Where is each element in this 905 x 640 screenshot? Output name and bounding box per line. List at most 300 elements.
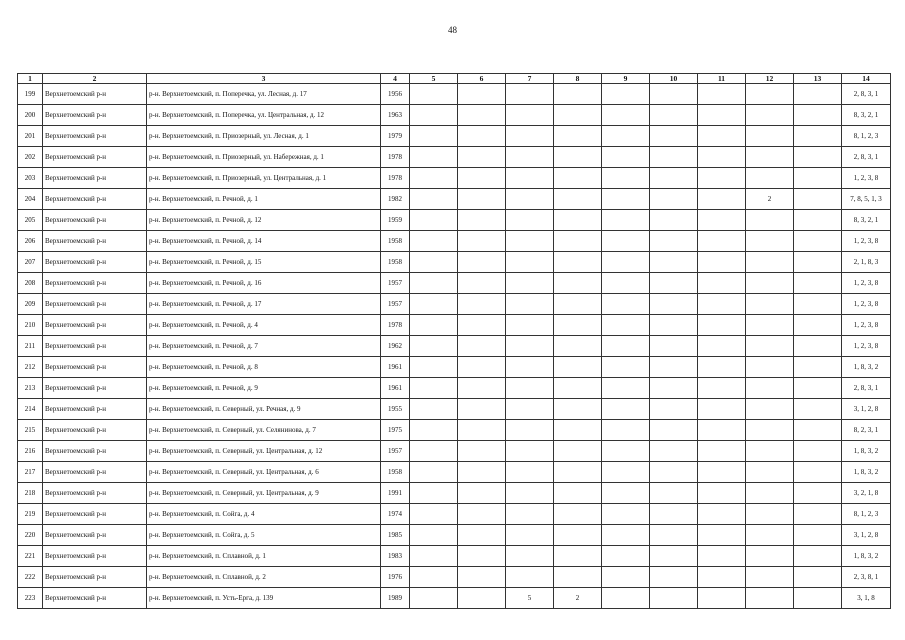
- cell-col-10: [650, 84, 698, 105]
- cell-district: Верхнетоемский р-н: [43, 420, 147, 441]
- cell-row-number: 213: [18, 378, 43, 399]
- cell-year: 1982: [381, 189, 410, 210]
- cell-district: Верхнетоемский р-н: [43, 168, 147, 189]
- cell-col-14: 8, 3, 2, 1: [842, 105, 891, 126]
- cell-year: 1975: [381, 420, 410, 441]
- cell-col-11: [698, 420, 746, 441]
- cell-address: р-н. Верхнетоемский, п. Речной, д. 4: [147, 315, 381, 336]
- cell-row-number: 210: [18, 315, 43, 336]
- cell-col-14: 3, 1, 2, 8: [842, 399, 891, 420]
- cell-col-9: [602, 357, 650, 378]
- cell-row-number: 203: [18, 168, 43, 189]
- cell-row-number: 212: [18, 357, 43, 378]
- cell-col-9: [602, 147, 650, 168]
- cell-year: 1957: [381, 294, 410, 315]
- cell-col-5: [410, 483, 458, 504]
- cell-col-5: [410, 588, 458, 609]
- cell-col-11: [698, 483, 746, 504]
- cell-col-8: [554, 168, 602, 189]
- cell-col-6: [458, 336, 506, 357]
- cell-col-12: [746, 441, 794, 462]
- cell-col-6: [458, 126, 506, 147]
- cell-col-12: [746, 210, 794, 231]
- cell-col-11: [698, 147, 746, 168]
- cell-col-5: [410, 357, 458, 378]
- cell-col-11: [698, 252, 746, 273]
- cell-col-7: 5: [506, 588, 554, 609]
- cell-col-7: [506, 462, 554, 483]
- cell-col-8: [554, 273, 602, 294]
- cell-col-10: [650, 252, 698, 273]
- cell-col-9: [602, 462, 650, 483]
- cell-row-number: 208: [18, 273, 43, 294]
- cell-col-9: [602, 336, 650, 357]
- cell-col-7: [506, 315, 554, 336]
- cell-col-5: [410, 252, 458, 273]
- cell-col-6: [458, 378, 506, 399]
- cell-col-14: 1, 8, 3, 2: [842, 357, 891, 378]
- cell-col-5: [410, 399, 458, 420]
- cell-col-12: [746, 525, 794, 546]
- table-row: [18, 189, 891, 210]
- cell-col-12: [746, 231, 794, 252]
- table-row: [18, 126, 891, 147]
- cell-row-number: 205: [18, 210, 43, 231]
- cell-district: Верхнетоемский р-н: [43, 294, 147, 315]
- building-registry-table: [17, 73, 891, 609]
- table-row: [18, 294, 891, 315]
- cell-col-12: [746, 504, 794, 525]
- cell-col-10: [650, 105, 698, 126]
- cell-address: р-н. Верхнетоемский, п. Северный, ул. Селянинова, д. 7: [147, 420, 381, 441]
- cell-col-7: [506, 273, 554, 294]
- cell-address: р-н. Верхнетоемский, п. Усть-Ерга, д. 139: [147, 588, 381, 609]
- cell-col-6: [458, 252, 506, 273]
- cell-col-13: [794, 399, 842, 420]
- cell-col-7: [506, 168, 554, 189]
- cell-col-8: [554, 546, 602, 567]
- cell-col-10: [650, 567, 698, 588]
- cell-col-6: [458, 420, 506, 441]
- cell-col-8: [554, 420, 602, 441]
- column-header-1: 1: [18, 74, 43, 84]
- page-number: 48: [448, 25, 457, 35]
- cell-col-6: [458, 357, 506, 378]
- cell-district: Верхнетоемский р-н: [43, 315, 147, 336]
- cell-col-13: [794, 420, 842, 441]
- cell-district: Верхнетоемский р-н: [43, 273, 147, 294]
- cell-col-11: [698, 462, 746, 483]
- column-header-14: 14: [842, 74, 891, 84]
- cell-col-13: [794, 294, 842, 315]
- table-row: [18, 504, 891, 525]
- cell-col-8: [554, 84, 602, 105]
- column-header-13: 13: [794, 74, 842, 84]
- cell-district: Верхнетоемский р-н: [43, 84, 147, 105]
- cell-col-14: 3, 1, 8: [842, 588, 891, 609]
- cell-col-13: [794, 441, 842, 462]
- cell-col-7: [506, 147, 554, 168]
- cell-col-12: [746, 315, 794, 336]
- cell-col-12: [746, 336, 794, 357]
- cell-year: 1959: [381, 210, 410, 231]
- cell-col-10: [650, 399, 698, 420]
- cell-col-13: [794, 273, 842, 294]
- column-header-3: 3: [147, 74, 381, 84]
- cell-col-8: [554, 462, 602, 483]
- cell-district: Верхнетоемский р-н: [43, 336, 147, 357]
- cell-address: р-н. Верхнетоемский, п. Поперечка, ул. Лесная, д. 17: [147, 84, 381, 105]
- cell-col-9: [602, 315, 650, 336]
- table-row: [18, 105, 891, 126]
- cell-col-14: 8, 1, 2, 3: [842, 126, 891, 147]
- cell-district: Верхнетоемский р-н: [43, 105, 147, 126]
- cell-col-11: [698, 105, 746, 126]
- cell-col-5: [410, 567, 458, 588]
- cell-col-6: [458, 315, 506, 336]
- cell-col-14: 3, 2, 1, 8: [842, 483, 891, 504]
- cell-col-9: [602, 105, 650, 126]
- cell-col-14: 1, 8, 3, 2: [842, 546, 891, 567]
- cell-col-9: [602, 588, 650, 609]
- cell-district: Верхнетоемский р-н: [43, 588, 147, 609]
- cell-district: Верхнетоемский р-н: [43, 231, 147, 252]
- cell-col-9: [602, 504, 650, 525]
- cell-district: Верхнетоемский р-н: [43, 210, 147, 231]
- cell-col-8: [554, 567, 602, 588]
- cell-address: р-н. Верхнетоемский, п. Поперечка, ул. Центральная, д. 12: [147, 105, 381, 126]
- cell-row-number: 221: [18, 546, 43, 567]
- cell-col-11: [698, 294, 746, 315]
- cell-year: 1983: [381, 546, 410, 567]
- cell-address: р-н. Верхнетоемский, п. Северный, ул. Центральная, д. 12: [147, 441, 381, 462]
- cell-year: 1956: [381, 84, 410, 105]
- table-row: [18, 441, 891, 462]
- cell-col-9: [602, 294, 650, 315]
- column-header-5: 5: [410, 74, 458, 84]
- cell-col-8: [554, 504, 602, 525]
- cell-col-7: [506, 126, 554, 147]
- cell-col-13: [794, 84, 842, 105]
- cell-address: р-н. Верхнетоемский, п. Речной, д. 8: [147, 357, 381, 378]
- cell-col-9: [602, 231, 650, 252]
- cell-col-5: [410, 105, 458, 126]
- cell-col-8: [554, 126, 602, 147]
- cell-col-14: 1, 2, 3, 8: [842, 168, 891, 189]
- cell-col-12: [746, 420, 794, 441]
- table-row: [18, 378, 891, 399]
- cell-col-14: 1, 2, 3, 8: [842, 231, 891, 252]
- cell-col-8: [554, 189, 602, 210]
- cell-col-12: [746, 84, 794, 105]
- cell-district: Верхнетоемский р-н: [43, 252, 147, 273]
- table-row: [18, 420, 891, 441]
- cell-col-9: [602, 168, 650, 189]
- cell-col-7: [506, 105, 554, 126]
- cell-col-7: [506, 420, 554, 441]
- cell-address: р-н. Верхнетоемский, п. Приозерный, ул. Центральная, д. 1: [147, 168, 381, 189]
- cell-row-number: 223: [18, 588, 43, 609]
- cell-address: р-н. Верхнетоемский, п. Речной, д. 9: [147, 378, 381, 399]
- cell-col-12: [746, 105, 794, 126]
- cell-col-8: [554, 378, 602, 399]
- cell-col-12: [746, 588, 794, 609]
- cell-year: 1961: [381, 378, 410, 399]
- cell-col-5: [410, 525, 458, 546]
- cell-col-5: [410, 504, 458, 525]
- cell-year: 1978: [381, 168, 410, 189]
- cell-col-14: 7, 8, 5, 1, 3: [842, 189, 891, 210]
- column-header-9: 9: [602, 74, 650, 84]
- cell-address: р-н. Верхнетоемский, п. Северный, ул. Центральная, д. 9: [147, 483, 381, 504]
- cell-year: 1962: [381, 336, 410, 357]
- cell-col-5: [410, 189, 458, 210]
- cell-col-12: [746, 483, 794, 504]
- cell-col-11: [698, 546, 746, 567]
- cell-year: 1957: [381, 441, 410, 462]
- cell-col-13: [794, 588, 842, 609]
- cell-col-7: [506, 231, 554, 252]
- cell-col-10: [650, 210, 698, 231]
- cell-district: Верхнетоемский р-н: [43, 147, 147, 168]
- cell-col-13: [794, 189, 842, 210]
- cell-row-number: 204: [18, 189, 43, 210]
- cell-address: р-н. Верхнетоемский, п. Речной, д. 14: [147, 231, 381, 252]
- table-row: [18, 399, 891, 420]
- table-row: [18, 231, 891, 252]
- column-header-8: 8: [554, 74, 602, 84]
- cell-col-14: 8, 3, 2, 1: [842, 210, 891, 231]
- cell-col-8: [554, 294, 602, 315]
- cell-col-11: [698, 210, 746, 231]
- cell-col-14: 2, 8, 3, 1: [842, 84, 891, 105]
- cell-col-6: [458, 294, 506, 315]
- cell-col-11: [698, 504, 746, 525]
- cell-col-7: [506, 336, 554, 357]
- cell-col-11: [698, 315, 746, 336]
- table-row: [18, 588, 891, 609]
- cell-col-13: [794, 315, 842, 336]
- cell-col-8: [554, 483, 602, 504]
- cell-year: 1976: [381, 567, 410, 588]
- cell-year: 1955: [381, 399, 410, 420]
- cell-col-6: [458, 546, 506, 567]
- cell-col-12: [746, 294, 794, 315]
- cell-address: р-н. Верхнетоемский, п. Приозерный, ул. Лесная, д. 1: [147, 126, 381, 147]
- cell-year: 1978: [381, 315, 410, 336]
- cell-col-10: [650, 231, 698, 252]
- cell-col-6: [458, 588, 506, 609]
- cell-col-12: [746, 273, 794, 294]
- cell-row-number: 211: [18, 336, 43, 357]
- cell-col-9: [602, 84, 650, 105]
- cell-col-7: [506, 84, 554, 105]
- cell-col-12: [746, 546, 794, 567]
- cell-col-7: [506, 252, 554, 273]
- cell-col-14: 2, 1, 8, 3: [842, 252, 891, 273]
- cell-district: Верхнетоемский р-н: [43, 399, 147, 420]
- cell-col-14: 3, 1, 2, 8: [842, 525, 891, 546]
- cell-address: р-н. Верхнетоемский, п. Речной, д. 1: [147, 189, 381, 210]
- cell-col-9: [602, 420, 650, 441]
- table-row: [18, 252, 891, 273]
- cell-address: р-н. Верхнетоемский, п. Сойга, д. 4: [147, 504, 381, 525]
- cell-col-13: [794, 546, 842, 567]
- cell-address: р-н. Верхнетоемский, п. Приозерный, ул. Набережная, д. 1: [147, 147, 381, 168]
- cell-col-8: [554, 399, 602, 420]
- cell-col-6: [458, 168, 506, 189]
- cell-col-7: [506, 294, 554, 315]
- cell-address: р-н. Верхнетоемский, п. Речной, д. 7: [147, 336, 381, 357]
- cell-district: Верхнетоемский р-н: [43, 441, 147, 462]
- cell-district: Верхнетоемский р-н: [43, 189, 147, 210]
- cell-col-8: [554, 105, 602, 126]
- cell-col-11: [698, 399, 746, 420]
- cell-col-6: [458, 567, 506, 588]
- table-row: [18, 483, 891, 504]
- cell-col-6: [458, 462, 506, 483]
- cell-address: р-н. Верхнетоемский, п. Северный, ул. Центральная, д. 6: [147, 462, 381, 483]
- cell-col-6: [458, 483, 506, 504]
- table-row: [18, 168, 891, 189]
- cell-col-9: [602, 567, 650, 588]
- cell-district: Верхнетоемский р-н: [43, 504, 147, 525]
- cell-year: 1974: [381, 504, 410, 525]
- cell-year: 1991: [381, 483, 410, 504]
- cell-col-5: [410, 462, 458, 483]
- cell-row-number: 215: [18, 420, 43, 441]
- cell-col-14: 1, 8, 3, 2: [842, 462, 891, 483]
- cell-col-14: 1, 2, 3, 8: [842, 294, 891, 315]
- table-row: [18, 273, 891, 294]
- cell-col-11: [698, 525, 746, 546]
- cell-col-10: [650, 273, 698, 294]
- cell-col-12: 2: [746, 189, 794, 210]
- cell-row-number: 218: [18, 483, 43, 504]
- cell-col-14: 1, 2, 3, 8: [842, 336, 891, 357]
- cell-district: Верхнетоемский р-н: [43, 357, 147, 378]
- cell-year: 1978: [381, 147, 410, 168]
- cell-col-14: 2, 8, 3, 1: [842, 147, 891, 168]
- cell-col-8: 2: [554, 588, 602, 609]
- cell-col-7: [506, 357, 554, 378]
- cell-col-5: [410, 315, 458, 336]
- cell-col-6: [458, 231, 506, 252]
- cell-year: 1957: [381, 273, 410, 294]
- cell-col-10: [650, 588, 698, 609]
- cell-row-number: 201: [18, 126, 43, 147]
- cell-col-10: [650, 315, 698, 336]
- table-row: [18, 546, 891, 567]
- cell-address: р-н. Верхнетоемский, п. Сойга, д. 5: [147, 525, 381, 546]
- cell-col-9: [602, 546, 650, 567]
- cell-col-10: [650, 441, 698, 462]
- cell-col-8: [554, 336, 602, 357]
- cell-col-8: [554, 315, 602, 336]
- cell-year: 1958: [381, 231, 410, 252]
- table-row: [18, 147, 891, 168]
- cell-col-6: [458, 504, 506, 525]
- column-header-6: 6: [458, 74, 506, 84]
- column-header-2: 2: [43, 74, 147, 84]
- cell-col-8: [554, 231, 602, 252]
- cell-col-10: [650, 189, 698, 210]
- cell-district: Верхнетоемский р-н: [43, 546, 147, 567]
- cell-col-10: [650, 546, 698, 567]
- cell-year: 1961: [381, 357, 410, 378]
- cell-col-13: [794, 231, 842, 252]
- cell-col-13: [794, 483, 842, 504]
- cell-col-6: [458, 441, 506, 462]
- cell-col-8: [554, 357, 602, 378]
- cell-col-11: [698, 126, 746, 147]
- cell-col-5: [410, 420, 458, 441]
- cell-row-number: 220: [18, 525, 43, 546]
- cell-col-7: [506, 210, 554, 231]
- cell-col-14: 1, 2, 3, 8: [842, 273, 891, 294]
- cell-col-10: [650, 168, 698, 189]
- table-row: [18, 525, 891, 546]
- cell-col-7: [506, 483, 554, 504]
- column-header-12: 12: [746, 74, 794, 84]
- cell-col-6: [458, 84, 506, 105]
- cell-col-6: [458, 273, 506, 294]
- cell-col-8: [554, 441, 602, 462]
- cell-col-13: [794, 336, 842, 357]
- cell-year: 1989: [381, 588, 410, 609]
- cell-row-number: 214: [18, 399, 43, 420]
- cell-col-10: [650, 525, 698, 546]
- cell-col-5: [410, 210, 458, 231]
- cell-col-10: [650, 420, 698, 441]
- cell-col-9: [602, 210, 650, 231]
- cell-col-6: [458, 525, 506, 546]
- cell-col-9: [602, 399, 650, 420]
- cell-col-12: [746, 252, 794, 273]
- cell-col-5: [410, 273, 458, 294]
- table-row: [18, 336, 891, 357]
- cell-col-10: [650, 336, 698, 357]
- cell-col-9: [602, 126, 650, 147]
- cell-col-12: [746, 567, 794, 588]
- cell-row-number: 209: [18, 294, 43, 315]
- cell-col-14: 1, 2, 3, 8: [842, 315, 891, 336]
- cell-district: Верхнетоемский р-н: [43, 378, 147, 399]
- cell-col-5: [410, 546, 458, 567]
- column-header-7: 7: [506, 74, 554, 84]
- cell-col-8: [554, 252, 602, 273]
- cell-col-13: [794, 147, 842, 168]
- cell-col-10: [650, 378, 698, 399]
- cell-col-11: [698, 441, 746, 462]
- cell-col-9: [602, 252, 650, 273]
- cell-col-12: [746, 126, 794, 147]
- cell-col-9: [602, 273, 650, 294]
- cell-col-11: [698, 567, 746, 588]
- cell-col-6: [458, 210, 506, 231]
- column-header-4: 4: [381, 74, 410, 84]
- cell-col-11: [698, 357, 746, 378]
- cell-col-11: [698, 189, 746, 210]
- table-row: [18, 567, 891, 588]
- cell-col-13: [794, 462, 842, 483]
- cell-col-8: [554, 210, 602, 231]
- cell-col-5: [410, 84, 458, 105]
- table-row: [18, 357, 891, 378]
- cell-col-7: [506, 567, 554, 588]
- cell-col-8: [554, 525, 602, 546]
- table-row: [18, 84, 891, 105]
